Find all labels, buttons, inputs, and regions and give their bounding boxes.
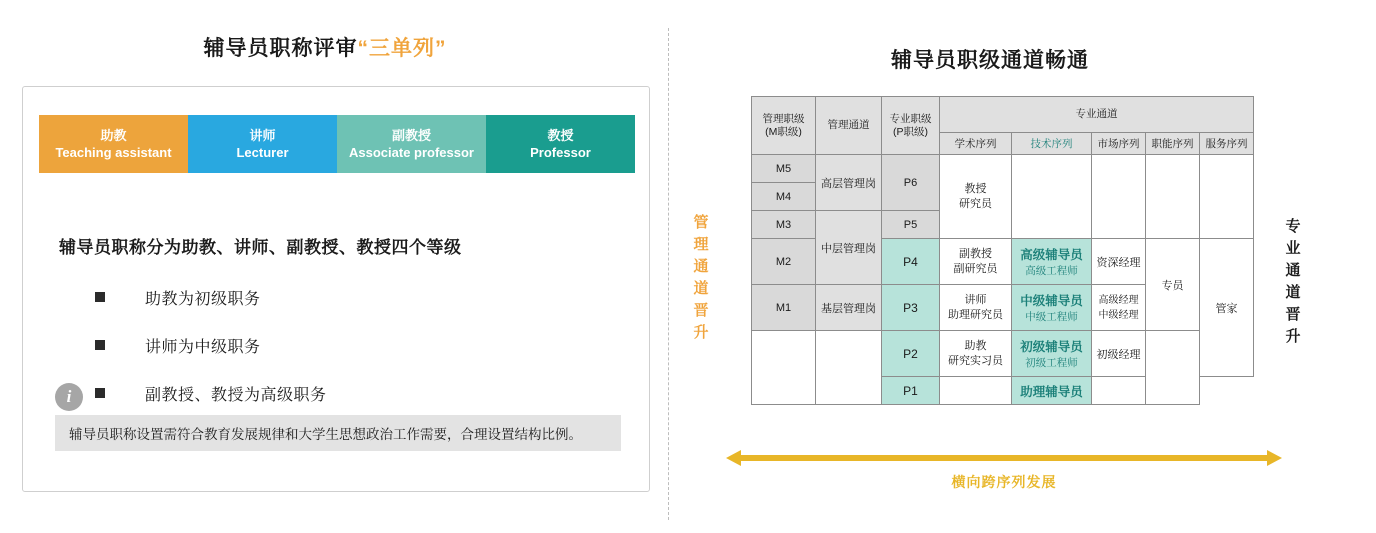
arrow-left-head-icon — [726, 450, 741, 466]
level-en: Associate professor — [349, 145, 474, 160]
cell-technical — [1012, 331, 1092, 377]
cell-m-rank: M2 — [752, 239, 816, 285]
left-panel-title — [0, 32, 650, 62]
list-item — [95, 321, 615, 369]
cell-p-rank: P6 — [882, 155, 940, 211]
arrow-label: 横向跨序列发展 — [951, 474, 1057, 490]
management-channel-vertical-label: 管理通道晋升 — [693, 214, 709, 341]
professional-channel-vertical-label: 专业通道晋升 — [1285, 218, 1301, 345]
info-icon: i — [55, 383, 83, 411]
table-row — [752, 155, 1254, 183]
level-bar — [39, 115, 635, 173]
cell-p-rank: P4 — [882, 239, 940, 285]
cell-market-empty — [1092, 377, 1146, 405]
level-en: Teaching assistant — [55, 145, 172, 160]
cell-m-rank: M1 — [752, 285, 816, 331]
arrow-right-head-icon — [1267, 450, 1282, 466]
left-panel — [0, 0, 670, 533]
technical-main: 助理辅导员 — [1020, 384, 1083, 399]
academic-sub: 研究实习员 — [948, 354, 1003, 367]
academic-main: 副教授 — [959, 247, 992, 260]
bullet-label: 讲师为中级职务 — [145, 338, 261, 356]
header-p-channel: 专业通道 — [940, 97, 1254, 133]
note-bar — [55, 415, 621, 451]
list-item — [95, 369, 615, 417]
level-cn: 教授 — [547, 128, 574, 143]
cell-academic — [940, 285, 1012, 331]
level-cn: 讲师 — [249, 128, 276, 143]
note-text: 辅导员职称设置需符合教育发展规律和大学生思想政治工作需要，合理设置结构比例。 — [69, 427, 582, 442]
cell-p-rank: P2 — [882, 331, 940, 377]
cell-market-empty — [1092, 155, 1146, 239]
header-technical-sequence: 技术序列 — [1012, 133, 1092, 155]
cell-service: 管家 — [1200, 239, 1254, 377]
academic-sub: 研究员 — [959, 197, 992, 210]
cell-function: 专员 — [1146, 239, 1200, 331]
technical-sub: 中级工程师 — [1025, 311, 1078, 323]
technical-main: 高级辅导员 — [1020, 248, 1083, 262]
level-cell-professor — [486, 115, 635, 173]
cell-technical-empty — [1012, 155, 1092, 239]
cell-p-rank: P3 — [882, 285, 940, 331]
header-m-channel: 管理通道 — [816, 97, 882, 155]
grid-table — [751, 96, 1254, 405]
cell-market: 资深经理 — [1092, 239, 1146, 285]
square-bullet-icon — [95, 292, 105, 302]
bullet-label: 副教授、教授为高级职务 — [145, 386, 327, 404]
square-bullet-icon — [95, 340, 105, 350]
left-card — [22, 86, 650, 492]
cell-academic — [940, 331, 1012, 377]
left-title-main: 辅导员职称评审 — [203, 37, 358, 60]
cell-academic-empty — [940, 377, 1012, 405]
table-row — [752, 331, 1254, 377]
cell-function-empty — [1146, 155, 1200, 239]
cell-technical — [1012, 239, 1092, 285]
cell-academic — [940, 155, 1012, 239]
cell-technical — [1012, 285, 1092, 331]
header-p-rank: 专业职级 (P职级) — [882, 97, 940, 155]
cell-m-rank-empty — [752, 331, 816, 405]
header-service-sequence: 服务序列 — [1200, 133, 1254, 155]
academic-main: 教授 — [964, 182, 987, 195]
cell-m-channel: 中层管理岗 — [816, 211, 882, 285]
bullet-list — [95, 273, 615, 417]
level-cell-associate-professor — [337, 115, 486, 173]
left-title-accent: “三单列” — [357, 37, 447, 60]
level-cn: 副教授 — [391, 128, 431, 143]
level-cell-lecturer — [188, 115, 337, 173]
career-channel-table — [751, 96, 1254, 405]
level-cell-assistant — [39, 115, 188, 173]
cell-m-rank: M4 — [752, 183, 816, 211]
academic-sub: 助理研究员 — [948, 308, 1003, 321]
technical-main: 中级辅导员 — [1020, 294, 1083, 308]
academic-main: 讲师 — [964, 293, 987, 306]
horizontal-development-arrow — [726, 450, 1282, 466]
cell-function-empty — [1146, 331, 1200, 405]
cell-m-rank: M3 — [752, 211, 816, 239]
arrow-line — [740, 455, 1268, 461]
level-en: Professor — [530, 145, 591, 160]
list-item — [95, 273, 615, 321]
header-function-sequence: 职能序列 — [1146, 133, 1200, 155]
level-cn: 助教 — [100, 128, 127, 143]
technical-sub: 初级工程师 — [1025, 357, 1078, 369]
cell-academic — [940, 239, 1012, 285]
header-market-sequence: 市场序列 — [1092, 133, 1146, 155]
technical-main: 初级辅导员 — [1020, 340, 1083, 354]
technical-sub: 高级工程师 — [1025, 265, 1078, 277]
panel-divider — [668, 28, 669, 520]
square-bullet-icon — [95, 388, 105, 398]
right-panel-title: 辅导员职级通道畅通 — [891, 49, 1089, 72]
academic-main: 助教 — [964, 339, 987, 352]
cell-p-rank: P5 — [882, 211, 940, 239]
cell-m-channel: 高层管理岗 — [816, 155, 882, 211]
header-m-rank: 管理职级 (M职级) — [752, 97, 816, 155]
academic-sub: 副研究员 — [953, 262, 998, 275]
left-heading: 辅导员职称分为助教、讲师、副教授、教授四个等级 — [59, 238, 462, 257]
table-header-row — [752, 97, 1254, 133]
cell-market: 高级经理 中级经理 — [1092, 285, 1146, 331]
cell-market: 初级经理 — [1092, 331, 1146, 377]
cell-m-channel-empty — [816, 331, 882, 405]
cell-p-rank: P1 — [882, 377, 940, 405]
level-en: Lecturer — [236, 145, 289, 160]
cell-m-channel: 基层管理岗 — [816, 285, 882, 331]
bullet-label: 助教为初级职务 — [145, 290, 261, 308]
cell-service-empty — [1200, 155, 1254, 239]
header-academic-sequence: 学术序列 — [940, 133, 1012, 155]
cell-technical — [1012, 377, 1092, 405]
cell-m-rank: M5 — [752, 155, 816, 183]
